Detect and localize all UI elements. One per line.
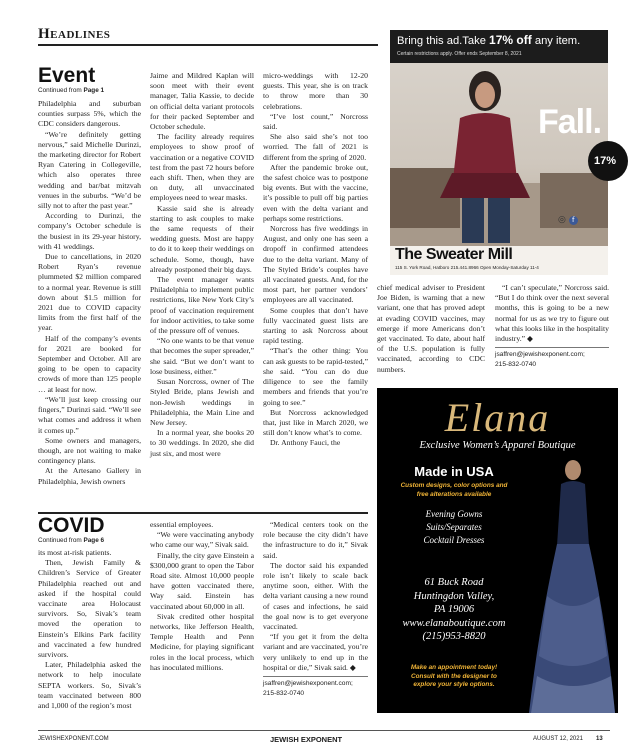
covid-continued-line bbox=[38, 537, 104, 544]
ad-social-icons bbox=[558, 215, 578, 225]
covid-headline: COVID bbox=[38, 514, 105, 537]
footer-page-number: 13 bbox=[596, 736, 603, 742]
elana-item: Cocktail Dresses bbox=[423, 535, 485, 545]
elana-appt-line: Make an appointment today! bbox=[410, 664, 498, 671]
paragraph: Finally, the city gave Einstein a $300,000 grant to open the Tabor Road site. Almost 10,000 people have gotten vaccinated there, Way said. Einstein has vaccinated about 60,000 in all. bbox=[150, 550, 254, 611]
byline-divider bbox=[495, 347, 609, 348]
paragraph: essential employees. bbox=[150, 520, 214, 529]
event-column-1 bbox=[38, 99, 141, 487]
footer-website: JEWISHEXPONENT.COM bbox=[38, 736, 109, 742]
section-title: Headlines bbox=[38, 26, 111, 42]
paragraph: its most at-risk patients. bbox=[38, 548, 112, 557]
covid-continued-page: Page 6 bbox=[83, 537, 105, 544]
instagram-icon: ◎ bbox=[558, 215, 566, 225]
elana-made-in-usa: Made in USA bbox=[414, 464, 494, 479]
ad-fall-text: Fall. bbox=[538, 103, 602, 141]
covid-column-2 bbox=[150, 520, 254, 673]
paragraph: Half of the company’s events for 2021 are booked for September and October. All are going to be open to capacity crowds of more than 125 people … at least for now. bbox=[38, 333, 141, 394]
paragraph: Norcross has five weddings in August, and only one has seen a dropoff in confirmed attendees due to the delta variant. Many of The Styled Bride’s couples have all vaccinated guests. And, for the most part, her partner vendors’ employees are all vaccinated. bbox=[263, 224, 368, 305]
sweater-mill-ad bbox=[390, 30, 617, 275]
paragraph: Dr. Anthony Fauci, the bbox=[270, 438, 341, 448]
paragraph: “We’re definitely getting nervous,” said Michelle Durinzi, the marketing director for Robert Ryan Catering in Collegeville, which also operates three wedding and bar/bat mitzvah venues in the suburbs. “We’d be silly not to after the past year.” bbox=[38, 129, 141, 211]
elana-address-line: 61 Buck Road bbox=[424, 577, 484, 588]
paragraph: “If you get it from the delta variant and are vaccinated, you’re very unlikely to end up in the hospital or die,” Sivak said. ◆ bbox=[263, 632, 368, 672]
paragraph: “I can’t speculate,” Norcross said. “But I do think over the next several months, this is going to be a new normal for us as we try to figure out what this looks like in the hospitality industry.” ◆ bbox=[495, 283, 609, 344]
event-column-5 bbox=[495, 283, 609, 370]
paragraph: She also said she’s not too worried. The fall of 2021 is different from the spring of 2020. bbox=[263, 132, 368, 162]
elana-tagline: Exclusive Women’s Apparel Boutique bbox=[419, 440, 576, 451]
covid-continued-prefix: Continued from bbox=[38, 537, 84, 544]
elana-item: Evening Gowns bbox=[425, 509, 483, 519]
paragraph: Kassie said she is already starting to ask couples to make the same requests of their wedding guests. Most are happy to do it to keep their weddings on schedule. Some, though, have already postponed their big days. bbox=[150, 203, 254, 274]
elana-appointment-note bbox=[379, 664, 529, 690]
ad-offer-banner bbox=[390, 30, 608, 63]
ad-discount-badge: 17% bbox=[588, 141, 628, 181]
paragraph: At the Artesano Gallery in Philadelphia, Jewish owners bbox=[38, 466, 141, 486]
ad-offer-discount: 17% off bbox=[489, 33, 532, 47]
paragraph: Sivak credited other hospital networks, like Jefferson Health, Temple Health and Penn Medicine, for playing significant roles in the local process, which has inoculated millions. bbox=[150, 611, 254, 672]
elana-appt-line: explore your style options. bbox=[413, 681, 495, 688]
elana-custom-options bbox=[379, 482, 529, 499]
elana-address-line: Huntingdon Valley, bbox=[413, 590, 495, 602]
elana-item: Suits/Separates bbox=[426, 522, 482, 532]
paragraph: “We’ll just keep crossing our fingers,” Durinzi said. “We’ll see what comes and address it when it comes up.” bbox=[38, 394, 141, 435]
ad-store-address: 115 S. York Road, Hatboro 215.441.8966 Open Monday-Saturday 11-4 bbox=[395, 265, 539, 270]
footer-paper-name: JEWISH EXPONENT bbox=[270, 735, 343, 744]
event-column-3 bbox=[263, 71, 368, 449]
elana-appt-line: Consult with the designer to bbox=[411, 672, 497, 680]
covid-column-3 bbox=[263, 520, 368, 699]
event-byline bbox=[495, 347, 609, 370]
paragraph: Due to cancellations, in 2020 Robert Ryan’s revenue plummeted $2 million compared to a normal year. Revenue is still down about $1.5 million for 2021 due to COVID capacity limits from the first half of the year. bbox=[38, 252, 141, 333]
event-continued-page: Page 1 bbox=[83, 87, 105, 94]
byline-email: jsaffren@jewishexponent.com; bbox=[495, 351, 585, 359]
paragraph: Then, Jewish Family & Children’s Service of Greater Philadelphia reached out and asked if the hospital could vaccinate area Holocaust survivors. So, Sivak’s team moved the operation to Einstein’s Elkins Park facility and vaccinated a few hundred survivors. bbox=[38, 558, 141, 660]
elana-phone: (215)953-8820 bbox=[422, 631, 486, 642]
paragraph: micro-weddings with 12-20 guests. This year, she is on track to throw more than 30 celebrations. bbox=[263, 71, 368, 111]
paragraph: “I’ve lost count,” Norcross said. bbox=[263, 111, 368, 132]
paragraph: Jaime and Mildred Kaplan will soon meet with their event manager, Talia Kassie, to decide on official delta variant protocols for their packed September and October schedule. bbox=[150, 71, 254, 132]
event-column-4 bbox=[377, 283, 485, 375]
elana-product-list bbox=[379, 508, 529, 547]
ad-offer-post: any item. bbox=[531, 35, 581, 47]
ad-offer-headline bbox=[397, 33, 580, 47]
paragraph: The event manager wants Philadelphia to implement public restrictions, like New York City’s proof of vaccination requirement for indoor activities, to take some of the pressure off of venues. bbox=[150, 275, 254, 336]
paragraph: “That’s the other thing: You can ask guests to be rapid-tested,” she said. “You can do due diligence to see the family members and friends that you’re going to see.” bbox=[263, 346, 368, 407]
covid-column-1 bbox=[38, 548, 141, 711]
footer-date: AUGUST 12, 2021 bbox=[533, 736, 583, 742]
paragraph: Later, Philadelphia asked the network to help inoculate SEPTA workers. So, Sivak’s team vaccinated between 800 and 1,000 of the region’s most bbox=[38, 660, 141, 711]
byline-phone: 215-832-0740 bbox=[495, 361, 537, 369]
paragraph: Some couples that don’t have fully vaccinated guest lists are starting to ask Norcross about rapid testing. bbox=[263, 305, 368, 346]
event-continued-line bbox=[38, 87, 104, 94]
elana-custom-line-1: Custom designs, color options and bbox=[400, 482, 508, 489]
paragraph: Some owners and managers, though, are not waiting to make contingency plans. bbox=[38, 435, 141, 466]
elana-address-block bbox=[377, 576, 531, 644]
byline-email: jsaffren@jewishexponent.com; bbox=[263, 680, 353, 688]
ad-model-photo bbox=[390, 63, 617, 246]
paragraph: Philadelphia and suburban counties surpass 5%, which the CDC considers dangerous. bbox=[38, 99, 141, 129]
elana-address-line: PA 19006 bbox=[433, 604, 475, 615]
event-continued-prefix: Continued from bbox=[38, 87, 84, 94]
event-column-2 bbox=[150, 71, 254, 459]
elana-website: www.elanaboutique.com bbox=[402, 617, 506, 629]
paragraph: “We were vaccinating anybody who came our way,” Sivak said. bbox=[150, 530, 254, 550]
paragraph: Susan Norcross, owner of The Styled Bride, plans Jewish and non-Jewish weddings in Philadelphia, the Main Line and New Jersey. bbox=[150, 377, 254, 427]
section-rule bbox=[38, 44, 378, 46]
paragraph: “No one wants to be that venue that becomes the super spreader,” she said. “But we don’t want to lose business, either.” bbox=[150, 336, 254, 376]
elana-custom-line-2: free alterations available bbox=[416, 490, 492, 498]
paragraph: After the pandemic broke out, the safest choice was to postpone big events. But with the vaccine, it’s possible to pull off big parties even with the delta variant and perhaps some restrictions. bbox=[263, 162, 368, 223]
paragraph: chief medical adviser to President Joe Biden, is warning that a new variant, one that has proved adept at evading COVID vaccines, may emerge if more Americans don’t get vaccinated. To date, about half of the U.S. population is fully vaccinated, according to CDC numbers. bbox=[377, 283, 485, 374]
byline-divider bbox=[263, 676, 368, 677]
paragraph: The facility already requires employees to show proof of vaccination or a negative COVID test from the past 72 hours before each shift. Then, when they are on duty, all unvaccinated employees need to wear masks. bbox=[150, 132, 254, 203]
elana-logo: Elana bbox=[444, 395, 551, 440]
byline-phone: 215-832-0740 bbox=[263, 690, 305, 698]
elana-model-illustration bbox=[527, 456, 618, 713]
ad-offer-restrictions: Certain restrictions apply. Offer ends September 8, 2021 bbox=[397, 51, 522, 57]
paragraph: But Norcross acknowledged that, just like in March 2020, we still don’t know what’s to come. bbox=[263, 407, 368, 438]
ad-store-name: The Sweater Mill bbox=[395, 246, 513, 263]
ad-store-info bbox=[390, 246, 608, 275]
ad-offer-pre: Bring this ad.Take bbox=[397, 35, 490, 47]
paragraph: “Medical centers took on the role because the city didn’t have the infrastructure to do it,” Sivak said. bbox=[263, 520, 368, 560]
footer-rule bbox=[38, 730, 610, 731]
facebook-icon: f bbox=[569, 216, 578, 225]
event-headline: Event bbox=[38, 64, 96, 87]
paragraph: In a normal year, she books 20 to 30 weddings. In 2020, she did just six, and most were bbox=[150, 428, 254, 458]
paragraph: According to Durinzi, the company’s October schedule is the busiest in its 29-year history, with 41 weddings. bbox=[38, 211, 141, 251]
covid-byline bbox=[263, 676, 368, 699]
paragraph: The doctor said his expanded role isn’t likely to scale back anytime soon, either. With the delta variant causing a new round of cases and infections, he said the goal now is to get everyone vaccinated. bbox=[263, 560, 368, 632]
elana-boutique-ad bbox=[377, 388, 618, 713]
